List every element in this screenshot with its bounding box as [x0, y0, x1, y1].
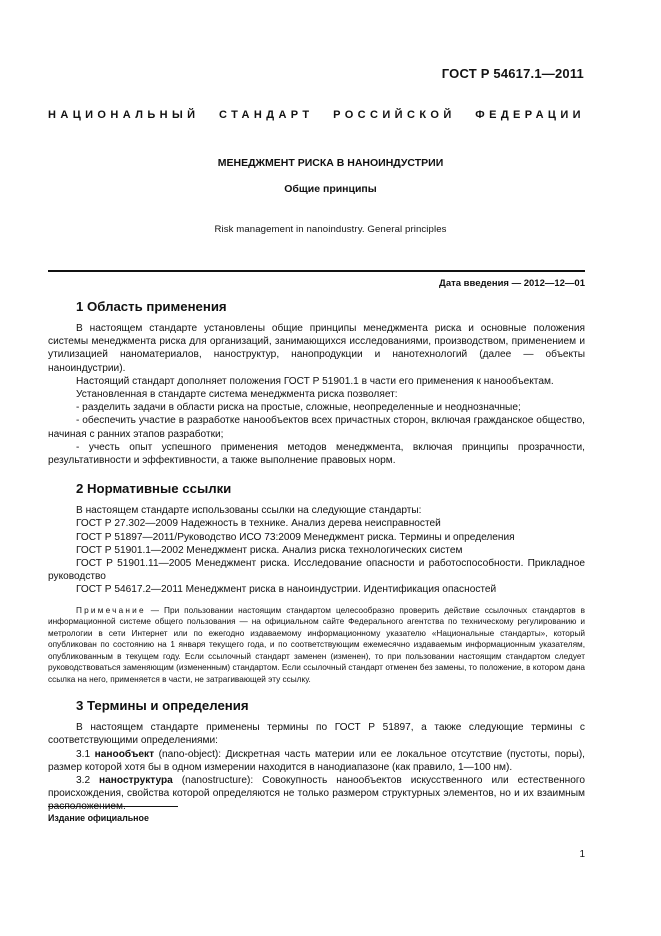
document-subtitle: Общие принципы [284, 183, 377, 195]
note-block [48, 605, 585, 686]
page-number: 1 [579, 849, 585, 860]
introduction-date: Дата введения — 2012—12—01 [439, 278, 585, 289]
paragraph: Установленная в стандарте система менеджмента риска позволяет: [76, 389, 398, 401]
section-heading: 1 Область применения [76, 299, 227, 314]
term-number: 3.2 [76, 774, 100, 786]
term-text: (nanostructure): Совокупность нанообъектов искусственного или естественного происхождения, свойства которой определяются не только размером структурных элементов, но и их взаимным расположением. [48, 774, 585, 813]
national-standard-banner [48, 109, 585, 121]
header-rule [48, 270, 585, 272]
banner-word: РОССИЙСКОЙ [333, 109, 456, 121]
banner-word: НАЦИОНАЛЬНЫЙ [48, 109, 200, 121]
term: наноструктура [99, 774, 173, 786]
term-definition [48, 748, 585, 774]
footer-rule [48, 806, 178, 807]
list-item: - разделить задачи в области риска на простые, сложные, неопределенные и неоднозначные; [76, 402, 521, 414]
list-item: - учесть опыт успешного применения методов менеджмента, включая принципы прозрачности, результативности и эффективности, а также выполнение правовых норм. [48, 441, 585, 467]
document-id: ГОСТ Р 54617.1—2011 [441, 66, 584, 81]
edition-label: Издание официальное [48, 813, 149, 823]
term-text: (nano-object): Дискретная часть материи или ее локальное отсутствие (пустоты, поры), размер которой хотя бы в одном измерении находится в нанодиапазоне (как правило, 1—100 нм). [48, 748, 585, 773]
document-title: МЕНЕДЖМЕНТ РИСКА В НАНОИНДУСТРИИ [217, 157, 444, 169]
paragraph: В настоящем стандарте установлены общие принципы менеджмента риска и основные положения системы менеджмента риска для организаций, занимающихся исследованиями, производством, применением и утилизацией наноматериалов, наноструктур, нанопродукции и нанотехнологий (далее — объекты наноиндустрии). [48, 323, 585, 374]
note-label: Примечание [76, 605, 146, 615]
paragraph: В настоящем стандарте применены термины по ГОСТ Р 51897, а также следующие термины с соответствующими определениями: [48, 722, 585, 747]
document-body [48, 298, 585, 814]
banner-word: СТАНДАРТ [219, 109, 314, 121]
section-heading: 2 Нормативные ссылки [76, 481, 232, 497]
reference-item: ГОСТ Р 27.302—2009 Надежность в технике. Анализ дерева неисправностей [76, 518, 441, 530]
term-number: 3.1 [76, 748, 95, 760]
english-title: Risk management in nanoindustry. General principles [214, 224, 447, 235]
term-definition [48, 774, 585, 814]
paragraph: В настоящем стандарте использованы ссылки на следующие стандарты: [76, 505, 422, 517]
banner-word: ФЕДЕРАЦИИ [475, 109, 585, 121]
reference-item: ГОСТ Р 54617.2—2011 Менеджмент риска в наноиндустрии. Идентификация опасностей [76, 584, 497, 596]
reference-item: ГОСТ Р 51901.11—2005 Менеджмент риска. Исследование опасности и работоспособности. Прикладное руководство [48, 558, 585, 583]
note-text: — При пользовании настоящим стандартом целесообразно проверить действие ссылочных стандартов в информационной системе общего пользования — на официальном сайте Федерального агентства по техническому регулированию и метрологии в сети Интернет или по ежегодно издаваемому информационному указателю «Национальные стандарты», который опубликован по состоянию на 1 января текущего года, и по соответствующим ежемесячно издаваемым информационным указателям, опубликованным в текущем году. Если ссылочный стандарт заменен (изменен), то при пользовании настоящим стандартом следует руководствоваться заменяющим (измененным) стандартом. Если ссылочный стандарт отменен без замены, то положение, в котором дана ссылка на него, применяется в части, не затрагивающей эту ссылку. [48, 605, 585, 684]
reference-item: ГОСТ Р 51897—2011/Руководство ИСО 73:2009 Менеджмент риска. Термины и определения [76, 531, 515, 543]
term: нанообъект [94, 748, 155, 760]
paragraph: Настоящий стандарт дополняет положения ГОСТ Р 51901.1 в части его применения к нанообъектам. [76, 375, 554, 387]
reference-item: ГОСТ Р 51901.1—2002 Менеджмент риска. Анализ риска технологических систем [76, 544, 463, 556]
list-item: - обеспечить участие в разработке нанообъектов всех причастных сторон, включая гражданское общество, начиная с ранних этапов разработки; [48, 415, 585, 440]
section-heading: 3 Термины и определения [76, 698, 249, 714]
